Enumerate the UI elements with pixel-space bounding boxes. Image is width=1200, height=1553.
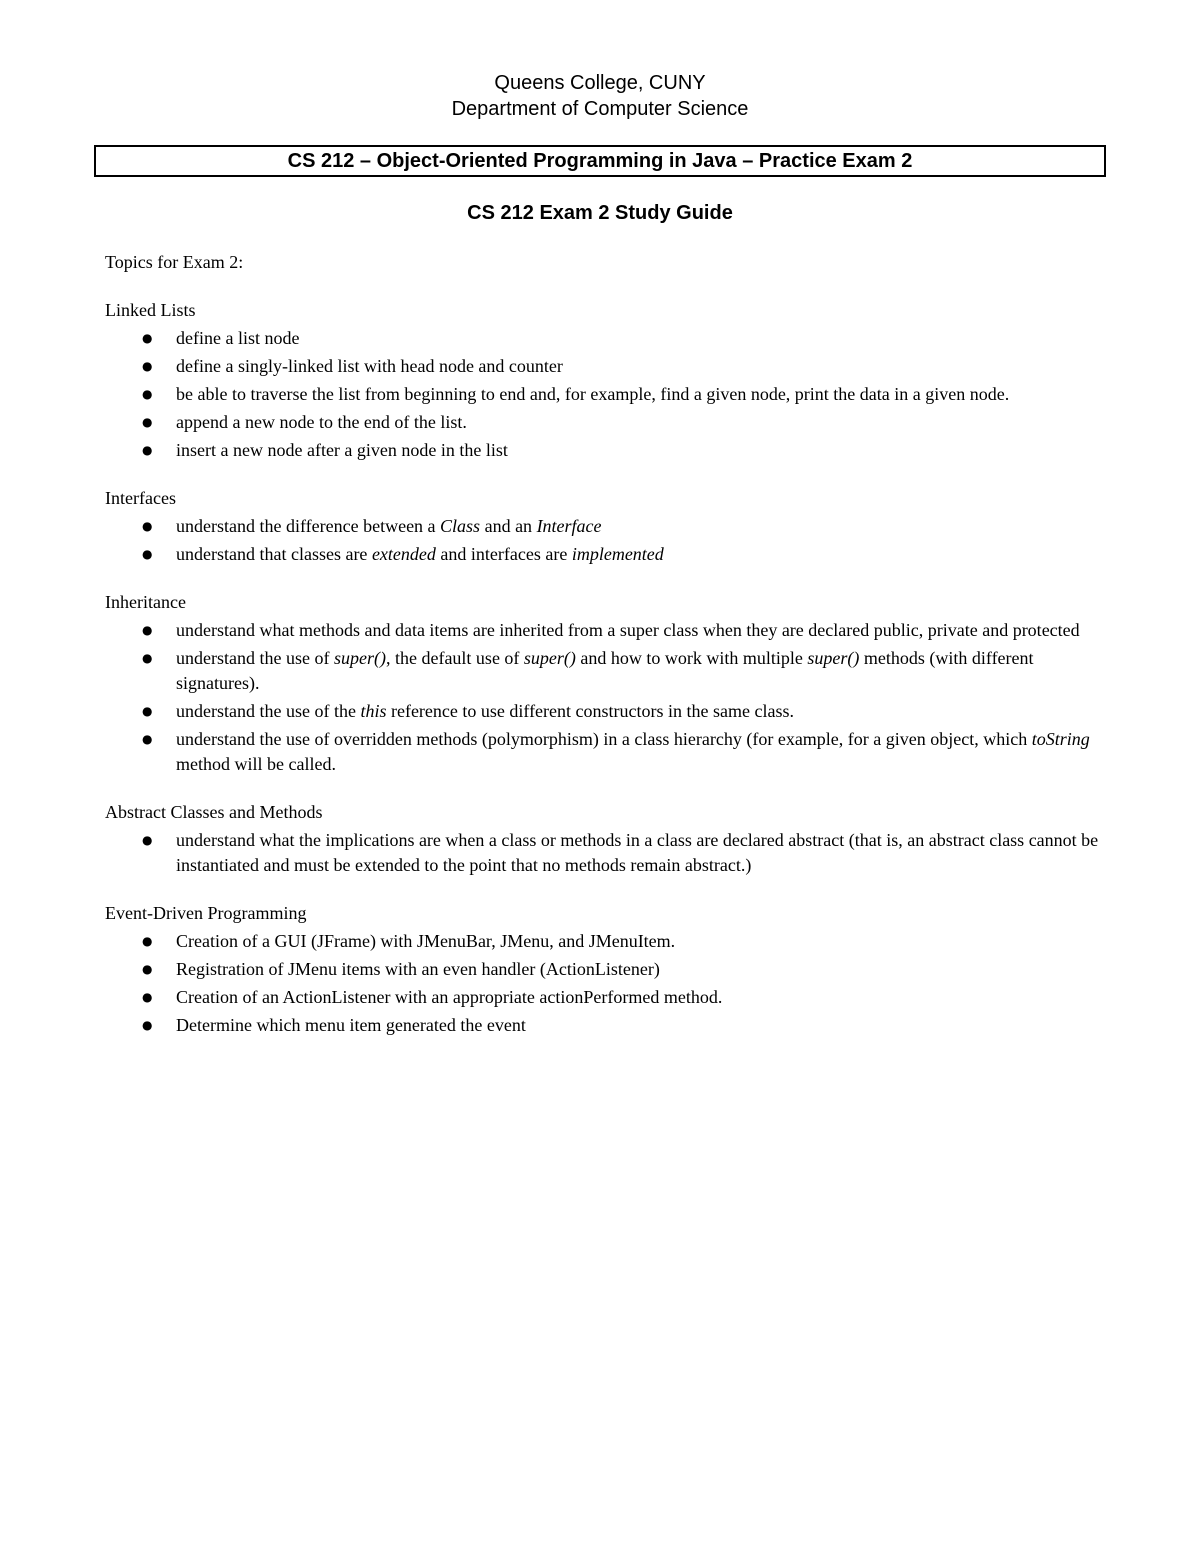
topic-list (105, 828, 1105, 878)
list-item: ● Creation of an ActionListener with an appropriate actionPerformed method. (105, 985, 1105, 1010)
list-item: ● Determine which menu item generated the event (105, 1013, 1105, 1038)
bullet-icon: ● (142, 547, 153, 561)
department-name: Department of Computer Science (451, 98, 749, 120)
institution-name: Queens College, CUNY (494, 72, 706, 94)
section-heading: Event-Driven Programming (105, 903, 307, 923)
list-item: ● understand the use of overridden methods (polymorphism) in a class hierarchy (for example, for a given object, which toString method will be called. (142, 729, 1090, 774)
section-event-driven (105, 901, 1105, 1038)
topic-list (105, 929, 1105, 1038)
list-item: ● append a new node to the end of the list. (105, 410, 1105, 435)
list-item: ● be able to traverse the list from beginning to end and, for example, find a given node, print the data in a given node. (105, 382, 1105, 407)
bullet-icon: ● (142, 443, 153, 457)
bullet-icon: ● (142, 1018, 153, 1032)
bullet-icon: ● (142, 704, 153, 718)
section-interfaces (105, 486, 1105, 567)
bullet-icon: ● (142, 623, 153, 637)
topics-intro: Topics for Exam 2: (105, 252, 244, 272)
course-title-box: CS 212 – Object-Oriented Programming in Java – Practice Exam 2 (94, 145, 1106, 177)
section-heading: Interfaces (105, 488, 176, 508)
study-guide-content (105, 250, 1105, 1061)
bullet-icon: ● (142, 651, 153, 665)
section-heading: Linked Lists (105, 300, 196, 320)
list-item: ● insert a new node after a given node in the list (105, 438, 1105, 463)
bullet-icon: ● (142, 990, 153, 1004)
list-item: ● understand what the implications are when a class or methods in a class are declared abstract (that is, an abstract class cannot be instantiated and must be extended to the point that no methods remain abstract.) (142, 830, 1099, 875)
bullet-icon: ● (142, 519, 153, 533)
bullet-icon: ● (142, 359, 153, 373)
list-item: ● Creation of a GUI (JFrame) with JMenuBar, JMenu, and JMenuItem. (105, 929, 1105, 954)
bullet-icon: ● (142, 934, 153, 948)
list-item: ● define a list node (105, 326, 1105, 351)
topic-list (105, 326, 1105, 463)
bullet-icon: ● (142, 415, 153, 429)
list-item: ● understand the difference between a Class and an Interface (105, 514, 1105, 539)
list-item: ● understand what methods and data items are inherited from a super class when they are declared public, private and protected (105, 618, 1105, 643)
document-header (0, 70, 1200, 122)
topic-list (105, 618, 1105, 777)
bullet-icon: ● (142, 833, 153, 847)
study-guide-title: CS 212 Exam 2 Study Guide (467, 202, 733, 224)
list-item: ● understand the use of the this reference to use different constructors in the same class. (105, 699, 1105, 724)
bullet-icon: ● (142, 962, 153, 976)
bullet-icon: ● (142, 732, 153, 746)
list-item: ● define a singly-linked list with head node and counter (105, 354, 1105, 379)
section-abstract-classes (105, 800, 1105, 878)
bullet-icon: ● (142, 387, 153, 401)
section-heading: Abstract Classes and Methods (105, 802, 323, 822)
bullet-icon: ● (142, 331, 153, 345)
list-item: ● understand that classes are extended and interfaces are implemented (105, 542, 1105, 567)
topic-list (105, 514, 1105, 567)
section-linked-lists (105, 298, 1105, 463)
list-item: ● understand the use of super(), the default use of super() and how to work with multiple super() methods (with different signatures). (142, 648, 1034, 693)
section-heading: Inheritance (105, 592, 186, 612)
list-item: ● Registration of JMenu items with an even handler (ActionListener) (105, 957, 1105, 982)
section-inheritance (105, 590, 1105, 777)
